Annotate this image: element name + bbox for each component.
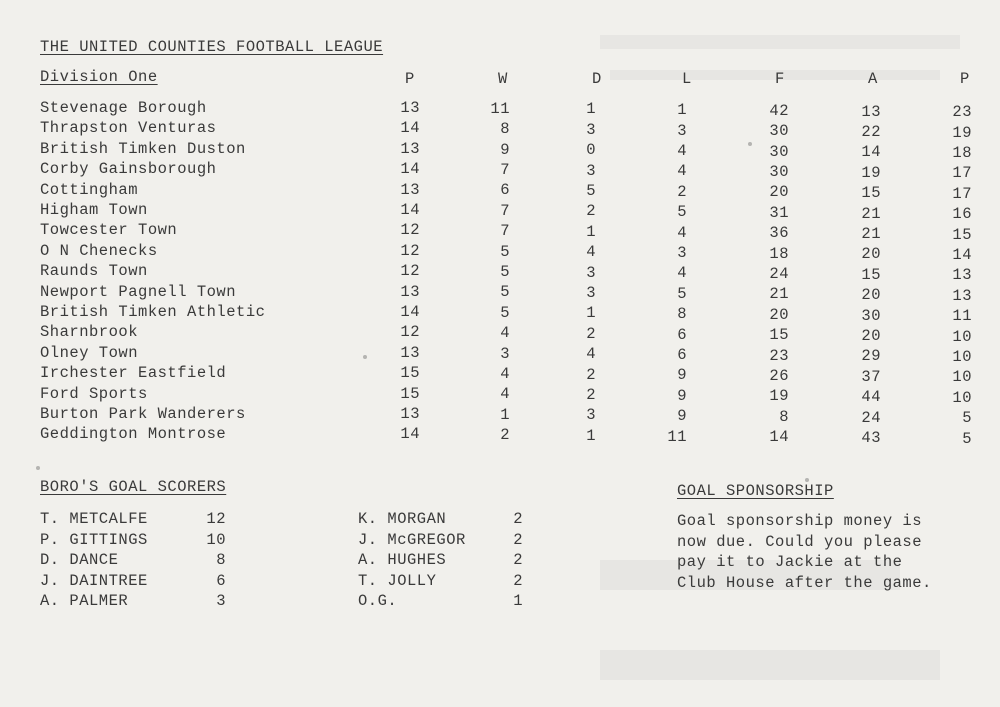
- team-name: Thrapston Venturas: [40, 119, 217, 138]
- scorer-name: T. JOLLY: [358, 571, 437, 590]
- stat-cell: 5: [677, 203, 687, 222]
- sponsorship-line: Club House after the game.: [677, 573, 932, 592]
- stat-cell: 20: [861, 326, 881, 345]
- stat-cell: 5: [962, 429, 972, 448]
- team-name: Olney Town: [40, 343, 139, 362]
- team-name: Burton Park Wanderers: [40, 405, 246, 423]
- stat-cell: 44: [861, 388, 881, 407]
- stat-cell: 19: [769, 387, 789, 406]
- stat-cell: 10: [952, 388, 972, 407]
- stat-cell: 20: [861, 245, 881, 264]
- team-name: Towcester Town: [40, 221, 178, 240]
- stat-cell: 3: [500, 344, 510, 363]
- stat-cell: 12: [400, 221, 420, 240]
- stat-cell: 5: [500, 303, 510, 322]
- scorers-title: BORO'S GOAL SCORERS: [40, 478, 227, 496]
- stat-cell: 13: [861, 102, 881, 121]
- stat-cell: 14: [400, 303, 420, 321]
- stat-cell: 21: [861, 224, 881, 243]
- stat-cell: 4: [677, 141, 687, 160]
- stat-cell: 29: [861, 347, 881, 366]
- show-through-mark: [600, 35, 960, 49]
- scorer-name: A. HUGHES: [358, 551, 447, 569]
- stat-cell: 13: [952, 286, 972, 305]
- scorer-goals: 2: [513, 530, 523, 549]
- stat-cell: 42: [769, 101, 789, 120]
- stat-cell: 7: [500, 160, 510, 179]
- stat-cell: 8: [677, 305, 687, 324]
- stat-cell: 9: [677, 386, 687, 405]
- stat-cell: 7: [500, 201, 510, 220]
- paper-speck: [36, 466, 40, 470]
- team-name: Corby Gainsborough: [40, 160, 217, 179]
- scorer-goals: 8: [216, 551, 226, 569]
- stat-cell: 13: [400, 99, 420, 117]
- stat-cell: 8: [500, 120, 510, 139]
- stat-cell: 5: [500, 262, 510, 281]
- scorer-goals: 1: [513, 592, 523, 610]
- stat-cell: 1: [586, 100, 596, 119]
- stat-cell: 15: [861, 184, 881, 203]
- sponsorship-line: pay it to Jackie at the: [677, 553, 903, 571]
- stat-cell: 4: [677, 162, 687, 181]
- stat-cell: 12: [400, 262, 420, 281]
- scorer-goals: 2: [513, 510, 523, 528]
- stat-cell: 21: [861, 204, 881, 223]
- league-title: THE UNITED COUNTIES FOOTBALL LEAGUE: [40, 38, 384, 56]
- column-header: D: [592, 70, 602, 88]
- column-header: W: [498, 70, 508, 88]
- stat-cell: 14: [861, 143, 881, 162]
- stat-cell: 9: [500, 140, 510, 159]
- show-through-mark: [600, 650, 940, 680]
- stat-cell: 2: [586, 324, 596, 343]
- team-name: Geddington Montrose: [40, 425, 227, 444]
- stat-cell: 30: [769, 142, 789, 161]
- stat-cell: 15: [952, 225, 972, 244]
- stat-cell: 2: [586, 365, 596, 384]
- stat-cell: 18: [952, 144, 972, 162]
- stat-cell: 13: [400, 282, 420, 301]
- stat-cell: 3: [586, 284, 596, 302]
- column-header: L: [682, 70, 692, 88]
- division-heading: Division One: [40, 68, 158, 86]
- stat-cell: 12: [400, 241, 420, 260]
- stat-cell: 13: [400, 180, 420, 199]
- sponsorship-line: Goal sponsorship money is: [677, 512, 923, 530]
- stat-cell: 5: [500, 283, 510, 302]
- stat-cell: 4: [586, 345, 596, 364]
- stat-cell: 37: [861, 367, 881, 386]
- stat-cell: 20: [861, 286, 881, 305]
- stat-cell: 1: [586, 426, 596, 445]
- stat-cell: 5: [677, 284, 687, 303]
- stat-cell: 23: [952, 103, 972, 122]
- team-name: Irchester Eastfield: [40, 364, 227, 383]
- stat-cell: 10: [952, 368, 972, 387]
- stat-cell: 14: [952, 246, 972, 264]
- stat-cell: 4: [677, 223, 687, 242]
- team-name: Ford Sports: [40, 384, 148, 403]
- scorer-goals: 3: [216, 592, 226, 610]
- sponsorship-line: now due. Could you please: [677, 532, 923, 551]
- stat-cell: 18: [769, 244, 789, 263]
- stat-cell: 13: [400, 343, 420, 362]
- team-name: Stevenage Borough: [40, 99, 207, 117]
- stat-cell: 30: [769, 163, 789, 181]
- stat-cell: 9: [677, 407, 687, 426]
- stat-cell: 2: [586, 386, 596, 404]
- stat-cell: 3: [677, 121, 687, 140]
- team-name: Raunds Town: [40, 262, 148, 281]
- stat-cell: 30: [861, 306, 881, 325]
- stat-cell: 23: [769, 346, 789, 365]
- stat-cell: 20: [769, 305, 789, 324]
- stat-cell: 4: [500, 385, 510, 404]
- stat-cell: 15: [769, 326, 789, 345]
- stat-cell: 0: [586, 141, 596, 160]
- stat-cell: 22: [861, 122, 881, 141]
- stat-cell: 13: [400, 405, 420, 423]
- scorer-goals: 6: [216, 571, 226, 590]
- stat-cell: 3: [586, 406, 596, 425]
- stat-cell: 6: [677, 345, 687, 364]
- stat-cell: 8: [779, 407, 789, 426]
- stat-cell: 26: [769, 367, 789, 385]
- team-name: Sharnbrook: [40, 323, 139, 342]
- stat-cell: 24: [861, 408, 881, 427]
- team-name: British Timken Duston: [40, 139, 246, 158]
- scorer-name: A. PALMER: [40, 592, 129, 610]
- stat-cell: 6: [500, 181, 510, 200]
- stat-cell: 14: [400, 160, 420, 179]
- scorer-name: D. DANCE: [40, 551, 119, 569]
- stat-cell: 30: [769, 122, 789, 141]
- stat-cell: 15: [400, 384, 420, 403]
- stat-cell: 6: [677, 325, 687, 344]
- stat-cell: 17: [952, 184, 972, 203]
- stat-cell: 14: [769, 428, 789, 447]
- scorer-goals: 12: [206, 510, 226, 528]
- stat-cell: 24: [769, 265, 789, 283]
- stat-cell: 19: [952, 123, 972, 142]
- stat-cell: 31: [769, 203, 789, 222]
- stat-cell: 4: [500, 324, 510, 343]
- stat-cell: 1: [586, 222, 596, 241]
- stat-cell: 43: [861, 428, 881, 447]
- stat-cell: 4: [677, 264, 687, 283]
- stat-cell: 3: [677, 243, 687, 262]
- column-header: P: [960, 70, 970, 88]
- column-header: F: [775, 70, 785, 88]
- scorer-name: O.G.: [358, 592, 398, 610]
- stat-cell: 2: [500, 426, 510, 445]
- stat-cell: 9: [677, 366, 687, 385]
- stat-cell: 21: [769, 285, 789, 304]
- scorer-name: T. METCALFE: [40, 510, 148, 528]
- scorer-name: J. McGREGOR: [358, 530, 466, 549]
- stat-cell: 1: [500, 405, 510, 424]
- stat-cell: 14: [400, 425, 420, 444]
- stat-cell: 11: [667, 427, 687, 446]
- scorer-goals: 10: [206, 530, 226, 549]
- scorer-goals: 2: [513, 551, 523, 569]
- scorer-name: K. MORGAN: [358, 510, 447, 528]
- stat-cell: 13: [400, 139, 420, 158]
- column-header: A: [868, 70, 878, 88]
- scorer-name: J. DAINTREE: [40, 571, 148, 590]
- stat-cell: 19: [861, 163, 881, 182]
- stat-cell: 36: [769, 224, 789, 243]
- stat-cell: 14: [400, 119, 420, 138]
- stat-cell: 2: [586, 202, 596, 221]
- scorer-goals: 2: [513, 571, 523, 590]
- team-name: O N Chenecks: [40, 241, 158, 260]
- stat-cell: 3: [586, 120, 596, 139]
- stat-cell: 4: [500, 364, 510, 383]
- stat-cell: 20: [769, 183, 789, 202]
- scorer-name: P. GITTINGS: [40, 530, 148, 549]
- team-name: Cottingham: [40, 180, 139, 199]
- team-name: Higham Town: [40, 201, 148, 219]
- stat-cell: 17: [952, 164, 972, 183]
- stat-cell: 10: [952, 348, 972, 366]
- stat-cell: 5: [962, 409, 972, 428]
- stat-cell: 1: [677, 101, 687, 120]
- stat-cell: 12: [400, 323, 420, 342]
- stat-cell: 2: [677, 182, 687, 201]
- team-name: British Timken Athletic: [40, 303, 266, 321]
- stat-cell: 13: [952, 266, 972, 285]
- team-name: Newport Pagnell Town: [40, 282, 237, 301]
- column-header: P: [405, 70, 415, 88]
- stat-cell: 11: [952, 307, 972, 326]
- stat-cell: 5: [500, 242, 510, 261]
- stat-cell: 11: [490, 99, 510, 118]
- stat-cell: 14: [400, 201, 420, 219]
- paper-speck: [363, 355, 367, 359]
- stat-cell: 15: [400, 364, 420, 383]
- stat-cell: 16: [952, 205, 972, 224]
- stat-cell: 3: [586, 161, 596, 180]
- sponsorship-title: GOAL SPONSORSHIP: [677, 482, 834, 500]
- stat-cell: 7: [500, 222, 510, 241]
- stat-cell: 3: [586, 263, 596, 282]
- stat-cell: 10: [952, 327, 972, 346]
- stat-cell: 5: [586, 182, 596, 200]
- stat-cell: 15: [861, 265, 881, 284]
- stat-cell: 4: [586, 243, 596, 262]
- stat-cell: 1: [586, 304, 596, 323]
